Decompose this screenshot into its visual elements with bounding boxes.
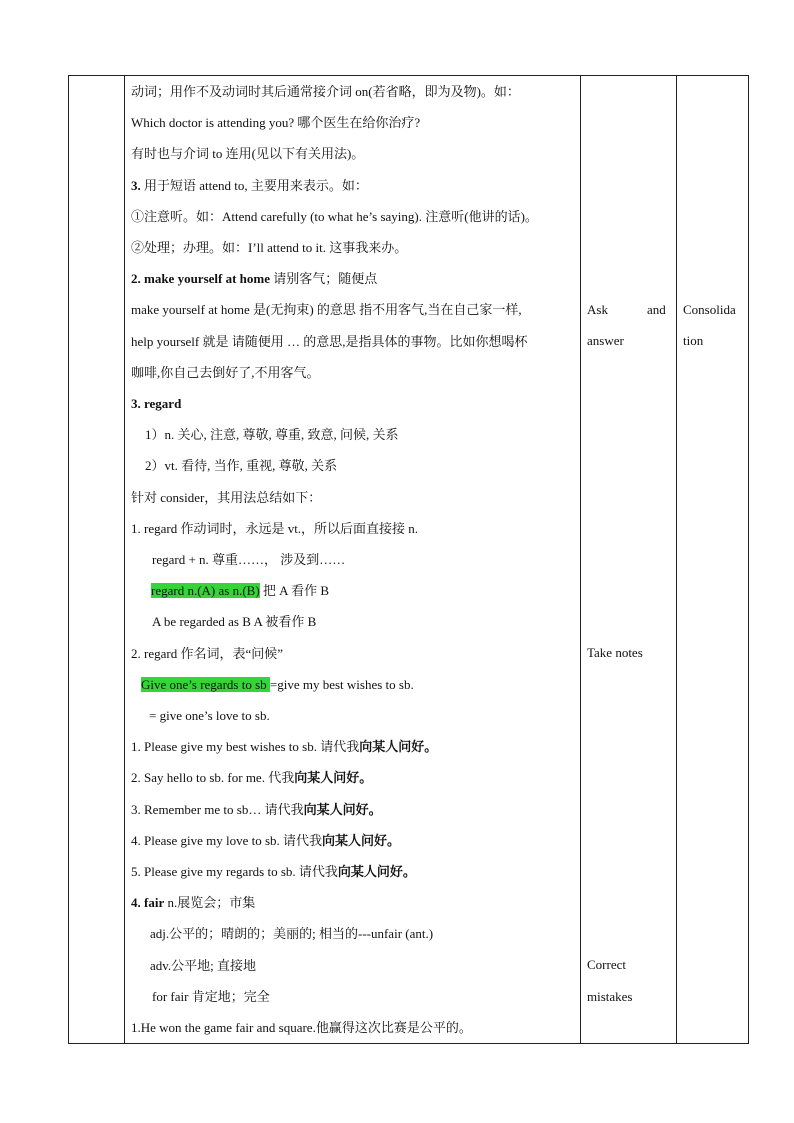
activity-correct: Correct bbox=[587, 957, 626, 972]
content-line: 1）n. 关心, 注意, 尊敬, 尊重, 致意, 问候, 关系 bbox=[145, 427, 399, 442]
content-line: regard n.(A) as n.(B) 把 A 看作 B bbox=[151, 583, 329, 598]
content-line: 2. make yourself at home 请别客气；随便点 bbox=[131, 271, 378, 286]
content-line: 2）vt. 看待, 当作, 重视, 尊敬, 关系 bbox=[145, 458, 338, 473]
content-line: ②处理；办理。如：I’ll attend to it. 这事我来办。 bbox=[131, 240, 408, 255]
content-line: 1. regard 作动词时，永远是 vt.，所以后面直接接 n. bbox=[131, 521, 419, 536]
content-line: Give one’s regards to sb =give my best wishes to sb. bbox=[141, 677, 414, 692]
activity-answer: answer bbox=[587, 333, 624, 348]
column-divider bbox=[676, 76, 677, 1043]
activity-take-notes: Take notes bbox=[587, 645, 643, 660]
content-line bbox=[131, 396, 181, 412]
content-line: 动词；用作不及动词时其后通常接介词 on(若省略，即为及物)。如： bbox=[131, 84, 520, 99]
content-line: adv.公平地; 直接地 bbox=[150, 958, 257, 973]
content-line: help yourself 就是 请随便用 … 的意思,是指具体的事物。比如你想喝杯 bbox=[131, 334, 528, 349]
section-heading: 4. fair bbox=[131, 895, 165, 910]
content-line: ①注意听。如：Attend carefully (to what he’s saying). 注意听(他讲的话)。 bbox=[131, 209, 538, 224]
section-heading: 3. regard bbox=[131, 396, 182, 411]
content-line: Which doctor is attending you? 哪个医生在给你治疗? bbox=[131, 115, 421, 130]
highlighted-phrase: Give one’s regards to sb bbox=[141, 677, 270, 692]
content-line: 3. Remember me to sb… 请代我向某人问好。 bbox=[131, 802, 382, 817]
content-line: 针对 consider，其用法总结如下： bbox=[131, 490, 322, 505]
column-divider bbox=[124, 76, 125, 1043]
content-line: = give one’s love to sb. bbox=[149, 708, 270, 723]
activity-and: and bbox=[647, 302, 666, 317]
content-line: 4. fair n.展览会；市集 bbox=[131, 895, 256, 910]
content-line: 2. Say hello to sb. for me. 代我向某人问好。 bbox=[131, 770, 373, 785]
content-line: regard + n. 尊重……， 涉及到…… bbox=[152, 552, 346, 567]
content-line: 有时也与介词 to 连用(见以下有关用法)。 bbox=[131, 146, 365, 161]
purpose-text: Consolida bbox=[683, 302, 736, 317]
activity-mistakes: mistakes bbox=[587, 989, 633, 1004]
item-number: 3. bbox=[131, 178, 141, 193]
content-line: 3. 用于短语 attend to, 主要用来表示。如： bbox=[131, 178, 368, 193]
content-line: 1.He won the game fair and square.他赢得这次比赛是公平的。 bbox=[131, 1020, 472, 1035]
content-line: adj.公平的；晴朗的；美丽的; 相当的---unfair (ant.) bbox=[150, 926, 434, 941]
content-line: make yourself at home 是(无拘束) 的意思 指不用客气,当在自己家一样, bbox=[131, 302, 522, 317]
section-heading: 2. make yourself at home bbox=[131, 271, 271, 286]
column-divider bbox=[580, 76, 581, 1043]
activity-ask: Ask bbox=[587, 302, 608, 317]
content-line: 咖啡,你自己去倒好了,不用客气。 bbox=[131, 365, 320, 380]
highlighted-phrase: regard n.(A) as n.(B) bbox=[151, 583, 260, 598]
purpose-text: tion bbox=[683, 333, 704, 348]
content-line: 5. Please give my regards to sb. 请代我向某人问好。 bbox=[131, 864, 416, 879]
content-line: 2. regard 作名词，表“问候” bbox=[131, 646, 283, 661]
content-line: 1. Please give my best wishes to sb. 请代我向某人问好。 bbox=[131, 739, 438, 754]
content-line: for fair 肯定地；完全 bbox=[152, 989, 270, 1004]
content-line: 4. Please give my love to sb. 请代我向某人问好。 bbox=[131, 833, 401, 848]
content-line: A be regarded as B A 被看作 B bbox=[152, 614, 317, 629]
